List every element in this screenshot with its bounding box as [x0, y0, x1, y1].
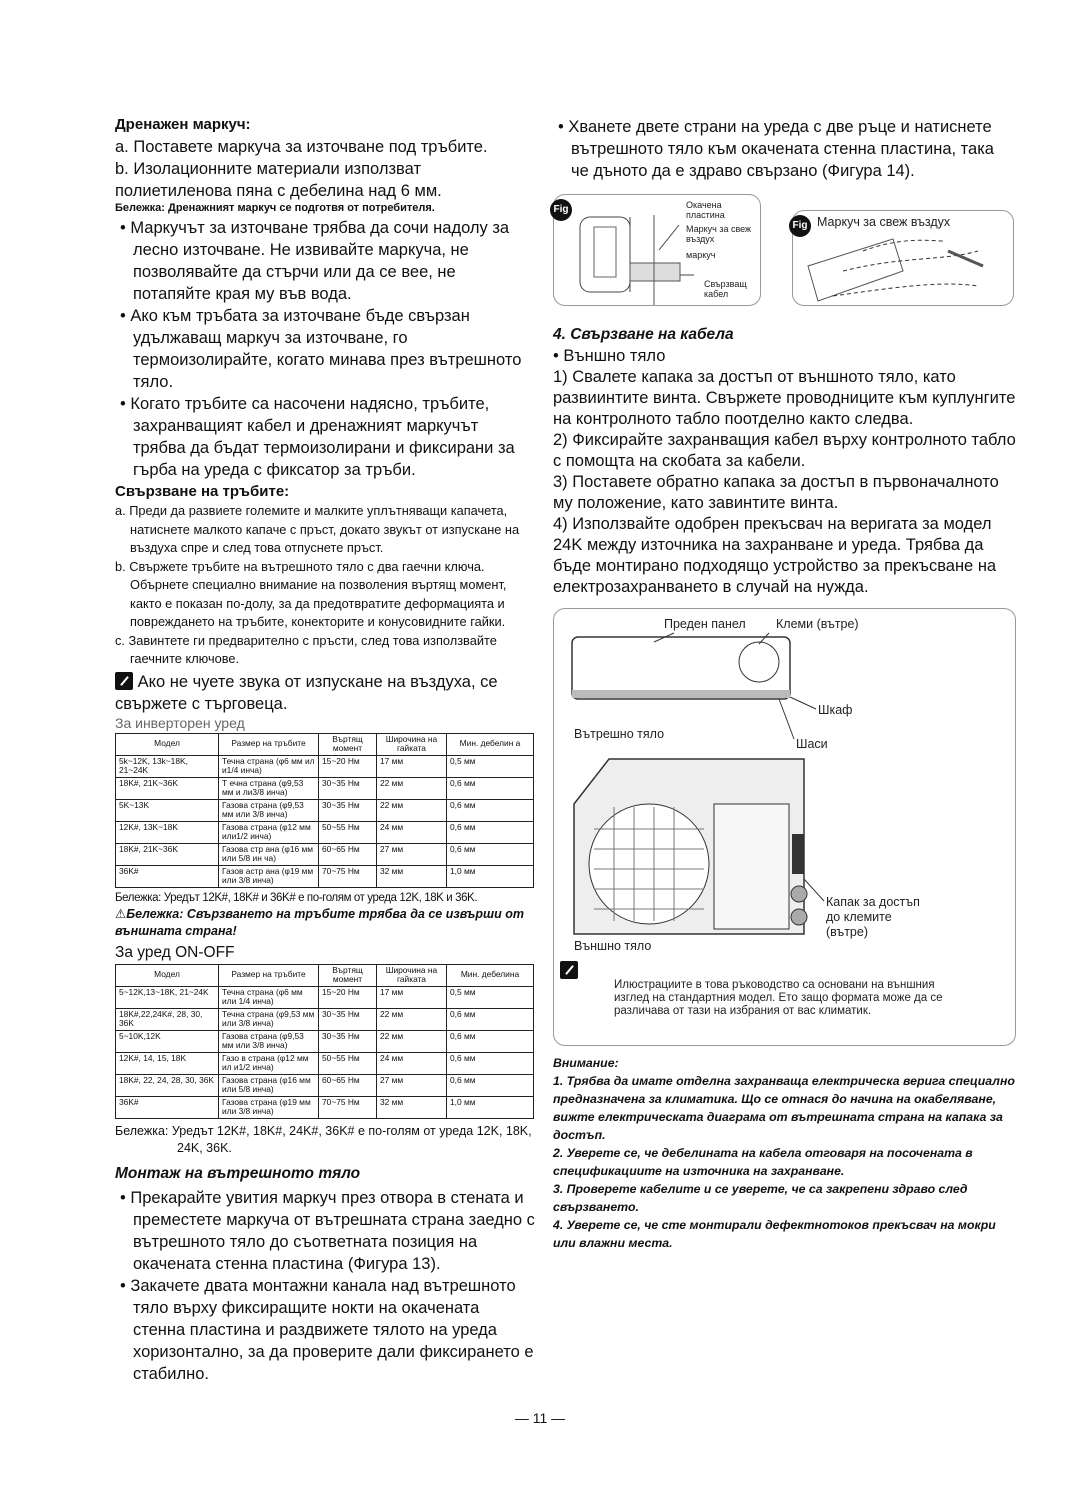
- table-cell: 50~55 Нм: [319, 1052, 377, 1074]
- attention-item: 2. Уверете се, че дебелината на кабела отговаря на посочената в спецификациите на източника на захранване.: [553, 1146, 973, 1178]
- table-cell: 18K#, 22, 24, 28, 30, 36K: [116, 1074, 219, 1096]
- table-row: [116, 821, 534, 843]
- attention-section: [553, 1054, 1016, 1252]
- drain-b: b. Изолационните материали използват полиетиленова пяна с дебелина над 6 мм.: [115, 160, 442, 200]
- unit-mounting-drawing: [793, 211, 1015, 306]
- table-cell: Течна страна (φ6 мм ил и1/4 инча): [219, 755, 319, 777]
- cable-title: 4. Свързване на кабела: [553, 326, 734, 343]
- label-outdoor: Външно тяло: [574, 939, 652, 953]
- fig13-label: Свързващ кабел: [704, 279, 747, 299]
- table-cell: 5~10K,12K: [116, 1030, 219, 1052]
- table-cell: 32 мм: [377, 865, 447, 887]
- inverter-torque-table: [115, 733, 534, 888]
- table-cell: 0,5 мм: [447, 986, 534, 1008]
- mount-title: Монтаж на вътрешното тяло: [115, 1164, 361, 1182]
- table-cell: 0,6 мм: [447, 1030, 534, 1052]
- onoff-title: За уред ON-OFF: [115, 943, 235, 961]
- fig13-badge: Fig 13: [550, 199, 572, 221]
- pipes-item: b. Свържете тръбите на вътрешното тяло с два гаечни ключа. Обърнете специално внимание на позволения въртящ момент, както е показан по-долу, за да предотвратите деформацията и повреждането на тръбите, конекторите и конусовидните гайки.: [115, 558, 507, 629]
- left-column: [115, 116, 535, 1385]
- label-indoor: Вътрешно тяло: [574, 727, 665, 741]
- table-row: [116, 865, 534, 887]
- attention-item: 1. Трябва да имате отделна захранваща електрическа верига специално предназначена за климатика. Що се отнася до начина на окабеляване, вижте електрическата диаграма от вътрешната страна на капака за достъп.: [553, 1074, 1015, 1142]
- pen-note-icon: [115, 672, 133, 690]
- table-cell: 0,6 мм: [447, 821, 534, 843]
- table-cell: Газова страна (φ9,53 мм или 3/8 инча): [219, 1030, 319, 1052]
- mount-bullet: • Прекарайте увития маркуч през отвора в стената и преместете маркуча от вътрешната страна заедно с вътрешното тяло до съответната позиция на окачената стенна пластина (Фигура 13).: [120, 1188, 535, 1273]
- table-cell: 0,6 мм: [447, 1074, 534, 1096]
- table-cell: 1,0 мм: [447, 1096, 534, 1118]
- table-cell: 18K#,22,24K#, 28, 30, 36K: [116, 1008, 219, 1030]
- table-cell: 12K#, 13K~18K: [116, 821, 219, 843]
- pipes-item: c. Завинтете ги предварително с пръсти, след това използвайте гаечните ключове.: [115, 632, 497, 666]
- pipes-item: a. Преди да развиете големите и малките уплътняващи капачета, натиснете малкото капаче с пръст, докато звукът от изпускане на въздуха спре и след това отпуснете пръст.: [115, 503, 520, 555]
- table-row: [116, 1096, 534, 1118]
- figure-13: [553, 194, 761, 306]
- table-cell: 30~35 Нм: [319, 777, 377, 799]
- table-cell: 30~35 Нм: [319, 1030, 377, 1052]
- cable-section: [553, 326, 1016, 598]
- table-cell: 17 мм: [377, 755, 447, 777]
- table-cell: 0,6 мм: [447, 843, 534, 865]
- table-cell: 18K#, 21K~36K: [116, 843, 219, 865]
- table-cell: Газова страна (φ19 мм или 3/8 инча): [219, 1096, 319, 1118]
- table-cell: 0,6 мм: [447, 1052, 534, 1074]
- drain-bullet: • Когато тръбите са насочени надясно, тръбите, захранващият кабел и дренажният маркучът трябва да бъдат термоизолирани и фиксирани за гърба на уреда с фиксатор за тръби.: [120, 395, 515, 479]
- table-cell: 24 мм: [377, 1052, 447, 1074]
- right-column: [553, 116, 1016, 1252]
- onoff-torque-table: [115, 964, 534, 1119]
- table-cell: 15~20 Нм: [319, 986, 377, 1008]
- wiring-diagram-figure: [553, 608, 1016, 1046]
- diagram-wrapper: [553, 608, 1016, 1048]
- table-row: [116, 986, 534, 1008]
- table-cell: Газов астр ана (φ19 мм или 3/8 инча): [219, 865, 319, 887]
- attention-item: 4. Уверете се, че сте монтирали дефектнотоков прекъсвач на мокри или влажни места.: [553, 1218, 996, 1250]
- drain-title: Дренажен маркуч:: [115, 116, 251, 133]
- label-front-panel: Преден панел: [664, 617, 746, 631]
- table-header-row: Модел Размер на тръбите Въртящ момент Широчина на гайката Мин. дебелина: [116, 964, 534, 986]
- table-cell: 22 мм: [377, 799, 447, 821]
- table-cell: 17 мм: [377, 986, 447, 1008]
- drain-note: Бележка: Дренажният маркуч се подготвя от потребителя.: [115, 202, 435, 214]
- table-cell: 60~65 Нм: [319, 1074, 377, 1096]
- fig13-label: Маркуч за свеж въздух: [686, 224, 752, 244]
- table-cell: 22 мм: [377, 1008, 447, 1030]
- drain-bullet: • Маркучът за източване трябва да сочи надолу за лесно източване. Не извивайте маркуча, не позволявайте да стърчи или да се вее, не потапяйте края му във вода.: [120, 219, 510, 303]
- table-cell: 0,6 мм: [447, 799, 534, 821]
- warning-note: ⚠Бележка: Свързването на тръбите трябва да се извърши от външната страна!: [115, 906, 524, 938]
- table-cell: 30~35 Нм: [319, 1008, 377, 1030]
- table-cell: Течна страна (φ6 мм или 1/4 инча): [219, 986, 319, 1008]
- pen-note: Ако не чуете звука от изпускане на въздуха, се свържете с търговеца.: [115, 672, 498, 713]
- top-bullet: • Хванете двете страни на уреда с две ръце и натиснете вътрешното тяло към окачената стенна пластина, така че дъното да е здраво свързано (Фигура 14).: [558, 118, 994, 180]
- cable-sub: • Външно тяло: [553, 347, 666, 365]
- fig14-label: Маркуч за свеж въздух: [817, 215, 951, 229]
- table-cell: Газова страна (φ9,53 мм или 3/8 инча): [219, 799, 319, 821]
- table-row: [116, 1030, 534, 1052]
- table-cell: Течна страна (φ9,53 мм или 3/8 инча): [219, 1008, 319, 1030]
- label-terminals: Клеми (вътре): [776, 617, 859, 631]
- table-cell: 15~20 Нм: [319, 755, 377, 777]
- table-cell: Газо в страна (φ12 мм ил и1/2 инча): [219, 1052, 319, 1074]
- cable-item: 1) Свалете капака за достъп от външното тяло, като развиинтите винта. Свържете проводниците към куплунгите на контролното табло поотделно както следва.: [553, 368, 1016, 428]
- table-cell: Т ечна страна (φ9,53 мм и ли3/8 инча): [219, 777, 319, 799]
- table-cell: 70~75 Нм: [319, 1096, 377, 1118]
- table-cell: 0,6 мм: [447, 777, 534, 799]
- table-cell: 5K~13K: [116, 799, 219, 821]
- table-cell: 36K#: [116, 1096, 219, 1118]
- table-cell: 0,6 мм: [447, 1008, 534, 1030]
- table-cell: 1,0 мм: [447, 865, 534, 887]
- cable-item: 2) Фиксирайте захранващия кабел върху контролното табло с помощта на скобата за кабели.: [553, 431, 1016, 470]
- label-chassis: Шаси: [796, 737, 828, 751]
- table-row: [116, 1052, 534, 1074]
- cable-item: 3) Поставете обратно капака за достъп в първоначалното му положение, като завинтите винта.: [553, 473, 999, 512]
- fig13-label: маркуч: [686, 250, 716, 260]
- drain-bullet: • Ако към тръбата за източване бъде свързан удължаващ маркуч за източване, го термоизолирайте, когато минава през вътрешното тяло.: [120, 307, 522, 391]
- mount-section: [115, 1165, 535, 1385]
- table-cell: 18K#, 21K~36K: [116, 777, 219, 799]
- table-cell: 70~75 Нм: [319, 865, 377, 887]
- inverter-note: Бележка: Уредът 12K#, 18K# и 36K# е по-голям от уреда 12K, 18K и 36K.: [115, 891, 478, 904]
- table-cell: 5~12K,13~18K, 21~24K: [116, 986, 219, 1008]
- fig14-badge: Fig 14: [789, 215, 811, 237]
- table-cell: 27 мм: [377, 843, 447, 865]
- table-cell: 50~55 Нм: [319, 821, 377, 843]
- table-cell: 22 мм: [377, 777, 447, 799]
- table-cell: 5k~12K, 13k~18K, 21~24K: [116, 755, 219, 777]
- drain-a: a. Поставете маркуча за източване под тръбите.: [115, 138, 488, 156]
- label-access-cover: Капак за достъп до клемите (вътре): [826, 895, 920, 939]
- attention-title: Внимание:: [553, 1056, 619, 1070]
- table-cell: 12K#, 14, 15, 18K: [116, 1052, 219, 1074]
- inverter-title: За инверторен уред: [115, 714, 245, 731]
- table-row: [116, 799, 534, 821]
- page-number: — 11 —: [514, 1410, 566, 1426]
- figure-14: [792, 210, 1014, 306]
- figure-row: [553, 194, 1016, 318]
- table-header-row: Модел Размер на тръбите Въртящ момент Широчина на гайката Мин. дебелин а: [116, 733, 534, 755]
- attention-item: 3. Проверете кабелите и се уверете, че са закрепени здраво след свързването.: [553, 1182, 968, 1214]
- warning-icon: ⚠: [115, 906, 127, 921]
- table-row: [116, 777, 534, 799]
- diagram-note: Илюстрациите в това ръководство са основани на външния изглед на стандартния модел. Ето защо формата може да се различава от тази на избрания от вас климатик.: [614, 979, 943, 1017]
- table-cell: Газова страна (φ12 мм или1/2 инча): [219, 821, 319, 843]
- table-cell: 0,5 мм: [447, 755, 534, 777]
- pipes-title: Свързване на тръбите:: [115, 483, 290, 500]
- fig13-label: Окачена пластина: [686, 200, 725, 220]
- table-cell: Газова стр ана (φ16 мм или 5/8 ин ча): [219, 843, 319, 865]
- table-row: [116, 1074, 534, 1096]
- table-cell: 27 мм: [377, 1074, 447, 1096]
- table-cell: 32 мм: [377, 1096, 447, 1118]
- onoff-note: Бележка: Уредът 12K#, 18K#, 24K#, 36K# е по-голям от уреда 12K, 18K, 24K, 36K.: [115, 1123, 532, 1155]
- table-cell: 36K#: [116, 865, 219, 887]
- table-row: [116, 755, 534, 777]
- table-cell: 22 мм: [377, 1030, 447, 1052]
- pen-note-icon: [560, 961, 578, 979]
- table-cell: 60~65 Нм: [319, 843, 377, 865]
- table-row: [116, 1008, 534, 1030]
- table-cell: Газова страна (φ16 мм или 5/8 инча): [219, 1074, 319, 1096]
- mount-bullet: • Закачете двата монтажни канала над вътрешното тяло върху фиксиращите нокти на окачената стенна пластина и раздвижете тялото на уреда хоризонтално, за да проверите дали фиксирането е стабилно.: [120, 1276, 534, 1383]
- cable-item: 4) Използвайте одобрен прекъсвач на веригата за модел 24K между източника на захранване и уреда. Трябва да бъде монтирано подходящо устройство за прекъсване на електрозахранването в случай на нужда.: [553, 515, 997, 596]
- table-cell: 24 мм: [377, 821, 447, 843]
- label-cabinet: Шкаф: [818, 703, 853, 717]
- table-cell: 30~35 Нм: [319, 799, 377, 821]
- table-row: [116, 843, 534, 865]
